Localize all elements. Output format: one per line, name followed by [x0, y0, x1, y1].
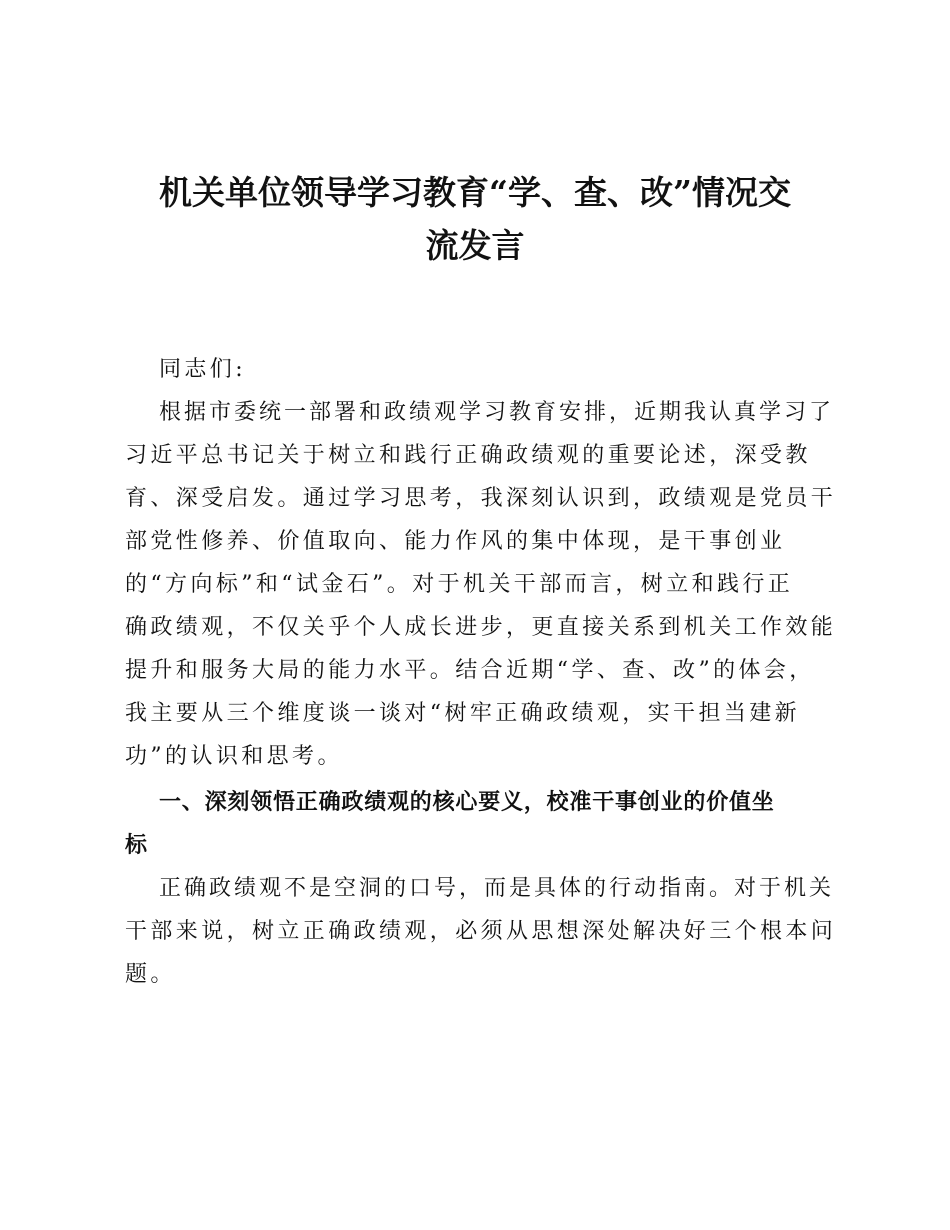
paragraph-1-line: 部党性修养、价值取向、能力作风的集中体现，是干事创业: [125, 529, 786, 554]
section-heading-line: 标: [125, 833, 148, 858]
paragraph-2-line: 干部来说，树立正确政绩观，必须从思想深处解决好三个根本问: [125, 919, 837, 944]
paragraph-1-line: 育、深受启发。通过学习思考，我深刻认识到，政绩观是党员干: [125, 486, 837, 511]
salutation: 同志们:: [159, 357, 247, 382]
paragraph-2-line: 正确政绩观不是空洞的口号，而是具体的行动指南。对于机关: [159, 876, 835, 901]
paragraph-1-line: 的“方向标”和“试金石”。对于机关干部而言，树立和践行正: [125, 572, 794, 597]
title-line-2: 流发言: [425, 226, 525, 265]
paragraph-1-line: 习近平总书记关于树立和践行正确政绩观的重要论述，深受教: [125, 443, 811, 468]
paragraph-1-line: 根据市委统一部署和政绩观学习教育安排，近期我认真学习了: [159, 400, 835, 425]
paragraph-1-line: 我主要从三个维度谈一谈对“树牢正确政绩观，实干担当建新: [125, 701, 801, 726]
paragraph-1-line: 提升和服务大局的能力水平。结合近期“学、查、改”的体会，: [125, 658, 815, 683]
section-heading-line: 一、深刻领悟正确政绩观的核心要义，校准干事创业的价值坐: [159, 790, 775, 815]
document-title: [120, 166, 830, 272]
title-line-1: 机关单位领导学习教育“学、查、改”情况交: [159, 173, 791, 212]
paragraph-1-line: 确政绩观，不仅关乎个人成长进步，更直接关系到机关工作效能: [125, 615, 837, 640]
paragraph-2-line: 题。: [125, 962, 176, 987]
paragraph-1-line: 功”的认识和思考。: [125, 744, 343, 769]
